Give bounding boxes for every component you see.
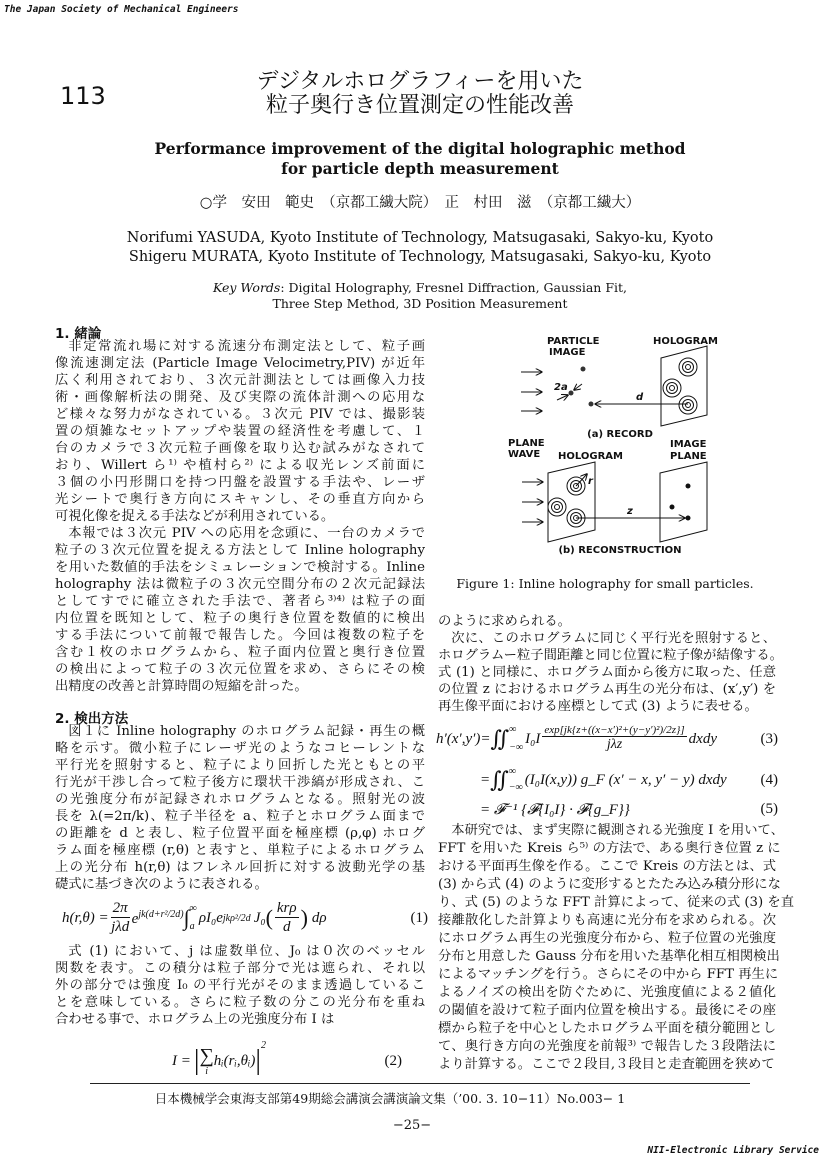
text-line: を用いた数値的手法をシミュレーションで検討する。Inline [55, 560, 425, 575]
library-service-footer: NII-Electronic Library Service [647, 1145, 819, 1156]
math-part: J₀ [253, 909, 266, 926]
math-part: jλd [111, 918, 130, 935]
math-part: ∫ [183, 905, 190, 930]
math-part: −∞ [509, 742, 524, 753]
text-line: 関数を表す。この積分は粒子部分で光は遮られ、それ以 [55, 961, 425, 976]
paragraph [438, 630, 783, 715]
math-part: jkρ²/2d [222, 912, 251, 924]
image-plane [660, 462, 707, 542]
text-line: とを意味している。さらに粒子数の分この光分布を重ね [55, 995, 425, 1010]
paragraph [438, 822, 795, 1074]
author-line: Norifumi YASUDA, Kyoto Institute of Technology, Matsugasaki, Sakyo-ku, Kyoto [126, 230, 714, 246]
math-part: ∞ [189, 902, 197, 914]
text-line: 次に、このホログラムに同じく平行光を照射すると、 [451, 631, 776, 646]
fringe-rings-b [548, 477, 585, 527]
text-line: holography 法は微粒子の３次元空間分布の２次元記録法 [55, 577, 425, 592]
math-part: h(r,θ) = [62, 909, 109, 926]
title-jp-line: デジタルホログラフィーを用いた [256, 69, 584, 94]
text-line: 略を示す。微小粒子にレーザ光のようなコヒーレントな [55, 741, 425, 756]
figure-caption: Figure 1: Inline holography for small particles. [456, 576, 754, 591]
math-part: ∬ [490, 767, 509, 792]
math-part: = 𝓕⁻¹ {𝓕{I₀I} · 𝓕{g_F}} [480, 801, 630, 818]
label-reconstruction: (b) RECONSTRUCTION [558, 545, 682, 556]
math-part: I₀I [525, 730, 541, 747]
math-part: ) [300, 905, 308, 930]
text-line: ラム面を極座標 (r,θ) と表すと、単粒子によるホログラム [55, 843, 425, 858]
text-line: 置の煩雑なセットアップや装置の経済性を考慮して、１ [55, 424, 425, 439]
text-line: 長を λ(=2π/k)、粒子半径を a、粒子とホログラム面まで [55, 809, 425, 824]
paragraph [55, 723, 425, 893]
text-line: 粒子の３次元位置を捉える方法として Inline holography [55, 543, 425, 558]
text-line: 術・画像解析法の開発、及び実際の流体計測への応用な [55, 390, 425, 405]
math-part: jλz [606, 737, 623, 753]
text-line: 合わせる事で、ホログラム上の光強度分布 I は [55, 1012, 335, 1027]
title-en-line: Performance improvement of the digital holographic method [154, 139, 686, 158]
label-particle: PARTICLE [547, 336, 600, 347]
paragraph [438, 613, 776, 630]
authors-jp: ○学 安田 範史 （京都工繊大院） 正 村田 滋 （京都工繊大） [199, 195, 641, 211]
math-part: a [189, 921, 195, 932]
equation-3 [436, 718, 778, 760]
text-line: より計算する。ここで２段目,３段目と走査範囲を狭めて [438, 1057, 775, 1072]
label-2a: 2a [554, 382, 568, 393]
math-part: i [205, 1065, 208, 1077]
keywords-line: Digital Holography, Fresnel Diffraction, Gaussian Fit, [288, 280, 627, 295]
text-line: FFT を用いた Kreis ら⁵⁾ の方法で、ある奥行き位置 z に [438, 841, 781, 856]
text-line: 式 (1) において、j は虚数単位、J₀ は０次のベッセル [68, 944, 425, 959]
math-part: ∞ [509, 723, 517, 735]
text-line: て、奥行き方向の光強度を前報³⁾ で報告した３段階法に [438, 1039, 776, 1054]
label-z: z [627, 506, 633, 517]
title-en-line: for particle depth measurement [281, 159, 559, 178]
text-line: 再生像平面における座標として式 (3) ように表せる。 [438, 699, 758, 714]
text-line: 含む１枚のホログラムから、粒子面内位置と奥行き位置 [55, 645, 425, 660]
text-line: 標から粒子を中心としたホログラム平面を積分範囲とし [438, 1021, 776, 1036]
text-line: 台のカメラで３次元粒子画像を取り込む試みがなされて [55, 441, 425, 456]
equation-5 [480, 799, 778, 819]
text-line: によるマッチングを行う。さらにその中から FFT 再生に [438, 967, 779, 982]
text-line: 礎式に基づき次のように表される。 [55, 877, 268, 892]
text-line: 上の光分布 h(r,θ) はフレネル回折に対する波動光学の基 [55, 860, 425, 875]
equation-number: (5) [760, 800, 778, 817]
math-part: 2π [112, 900, 128, 917]
keywords: Key Words: Digital Holography, Fresnel Diffraction, Gaussian Fit, Three Step Method, 3D Position Measurement [150, 280, 690, 312]
society-header: The Japan Society of Mechanical Engineers [4, 4, 239, 15]
keywords-label: Key Words [212, 280, 281, 295]
math-part: jk(d+r²/2d) [138, 908, 184, 920]
section-1-heading: 1. 緒論 [55, 326, 102, 342]
text-line: 非定常流れ場に対する流速分布測定法として、粒子画 [68, 339, 425, 354]
equation-2 [172, 1040, 402, 1082]
text-line: としてすでに確立された手法で、著者ら³⁾⁴⁾ は粒子の面 [55, 594, 425, 609]
text-line: 出精度の改善と計算時間の短縮を計った。 [55, 679, 308, 694]
math-part: dxdy [688, 730, 717, 747]
math-part: exp[jk{z+((x−x′)²+(y−y′)²)/2z}] [544, 724, 685, 737]
text-line: にホログラム再生の光強度分布から、粒子位置の光強度 [438, 931, 776, 946]
equation-4 [480, 762, 778, 798]
math-part: krρ [276, 900, 297, 917]
page-number: −25− [392, 1118, 432, 1133]
text-line: 本研究では、まず実際に観測される光強度 I を用いて、 [451, 823, 784, 838]
text-line: 内位置を既知として、粒子の奥行き位置を数値的に検出 [55, 611, 425, 626]
math-part: ∬ [490, 726, 510, 751]
math-part: dρ [311, 909, 327, 926]
section-2-heading: 2. 検出方法 [55, 711, 129, 727]
text-line: 分布と用意した Gauss 分布を用いた基準化相互相関検出 [438, 949, 780, 964]
text-line: 広く利用されており、３次元計測法としては画像入力技 [55, 373, 425, 388]
label-plane: PLANE [508, 438, 545, 449]
text-line: り、式 (5) のような FFT 計算によって、従来の式 (3) を直 [438, 895, 795, 910]
text-line: する手法について前報で報告した。今回は複数の粒子を [55, 628, 425, 643]
text-line: の閾値を設けて粒子面内位置を検出する。最後にその座 [438, 1003, 776, 1018]
text-line: 可視化像を捉える手法などが利用されている。 [55, 509, 335, 524]
math-part: | [255, 1045, 261, 1076]
text-line: の位置 z におけるホログラム再生の光分布は、(x′,y′) を [438, 682, 776, 697]
math-part: I = [172, 1052, 191, 1069]
label-hologram-b: HOLOGRAM [558, 451, 623, 462]
proceedings-footer: 日本機械学会東海支部第49期総会講演会講演論文集（’00. 3. 10−11）No.003− 1 [154, 1091, 626, 1106]
text-line: 図１に Inline holography のホログラム記録・再生の概 [68, 724, 425, 739]
text-line: の検出によって粒子の３次元位置を求め、さらにその検 [55, 662, 425, 677]
text-line: のように求められる。 [438, 614, 571, 629]
math-part: (I₀I(x,y)) g_F (x′ − x, y′ − y) dxdy [524, 771, 727, 788]
reconstructed-particles [670, 484, 691, 521]
text-line: よるノイズの検出を防ぐために、光強度値による２値化 [438, 985, 776, 1000]
text-line: 式 (1) と同様に、ホログラム面から後方に取った、任意 [438, 665, 776, 680]
text-line: の光強度分布が記録されホログラムとなる。照射光の波 [55, 792, 425, 807]
math-part: = [480, 771, 491, 788]
math-part: ρI₀e [198, 909, 223, 926]
hologram-plate-a [661, 346, 707, 426]
math-part: ( [265, 905, 273, 930]
equation-number: (2) [384, 1052, 402, 1069]
text-line: の距離を d と表し、粒子位置平面を極座標 (ρ,φ) ホログ [55, 826, 425, 841]
math-part: −∞ [508, 782, 523, 793]
text-line: 行光が干渉し合って粒子後方に環状干渉縞が形成され、こ [55, 775, 425, 790]
label-r: r [588, 476, 593, 487]
math-part: h′(x′,y′)= [436, 730, 491, 747]
text-line: 本報では３次元 PIV への応用を念頭に、一台のカメラで [68, 526, 425, 541]
math-part: hᵢ(rᵢ,θᵢ) [213, 1052, 256, 1069]
keywords-line: Three Step Method, 3D Position Measurement [272, 296, 568, 311]
text-line: 光シートで奥行き方向にスキャンし、その垂直方向から [55, 492, 425, 507]
footer-rule [90, 1083, 750, 1084]
math-part: ∞ [508, 765, 516, 777]
text-line: ３個の小円形開口を持つ円盤を設置する手法や、レーザ [55, 475, 425, 490]
equation-1: h(r,θ) = $\frac{2\pi}{\text{jλd}}$ $e^{jk(d+r^2/2d)}$ ∫ ∞ a ρI₀e jkρ²/2d J₀ ( $\frac{\text{krρ}}{d}$ ) dρ (1) [62, 900, 428, 935]
math-part: ∑ [199, 1044, 214, 1067]
text-line: おける平面再生像を作る。ここで Kreis の方法とは、式 [438, 859, 776, 874]
text-line: 平行光を照射すると、粒子により回折した光ともとの平 [55, 758, 425, 773]
math-part: d [282, 918, 291, 935]
paragraph [55, 943, 425, 1028]
label-image: IMAGE [549, 347, 586, 358]
incident-arrows-b [522, 482, 543, 522]
title-jp-line: 粒子奥行き位置測定の性能改善 [265, 93, 574, 118]
text-line: 接離散化した計算よりも高速に光分布を求められる。次 [438, 913, 776, 928]
author-line: Shigeru MURATA, Kyoto Institute of Technology, Matsugasaki, Sakyo-ku, Kyoto [128, 249, 712, 265]
equation-number: (4) [760, 771, 778, 788]
text-line: 像流速測定法 (Particle Image Velocimetry,PIV) が近年 [55, 356, 425, 371]
equation-number: (1) [410, 909, 428, 926]
particles [569, 367, 594, 407]
equation-number: (3) [760, 730, 778, 747]
paper-number: 113 [60, 82, 106, 110]
label-image2: IMAGE [670, 439, 707, 450]
fringe-rings-a [663, 358, 697, 414]
label-plane2: PLANE [670, 451, 707, 462]
label-d: d [636, 392, 644, 403]
text-line: おり、Willert ら¹⁾ や植村ら²⁾ による収光レンズ前面に [55, 458, 425, 473]
incident-arrows-a [521, 372, 542, 411]
label-wave: WAVE [508, 449, 541, 460]
label-record: (a) RECORD [587, 429, 653, 440]
math-part: | [193, 1045, 200, 1076]
text-line: (3) から式 (4) のように変形するとたたみ込み積分形にな [438, 877, 781, 892]
text-line: ホログラムー粒子間距離と同じ位置に粒子像が結像する。 [438, 648, 783, 663]
math-part: 2 [260, 1040, 266, 1051]
text-line: ど様々な努力がなされている。３次元 PIV では、撮影装 [55, 407, 425, 422]
label-hologram-a: HOLOGRAM [653, 336, 718, 347]
text-line: 外の部分では強度 I₀ の平行光がそのまま透過しているこ [55, 978, 425, 993]
